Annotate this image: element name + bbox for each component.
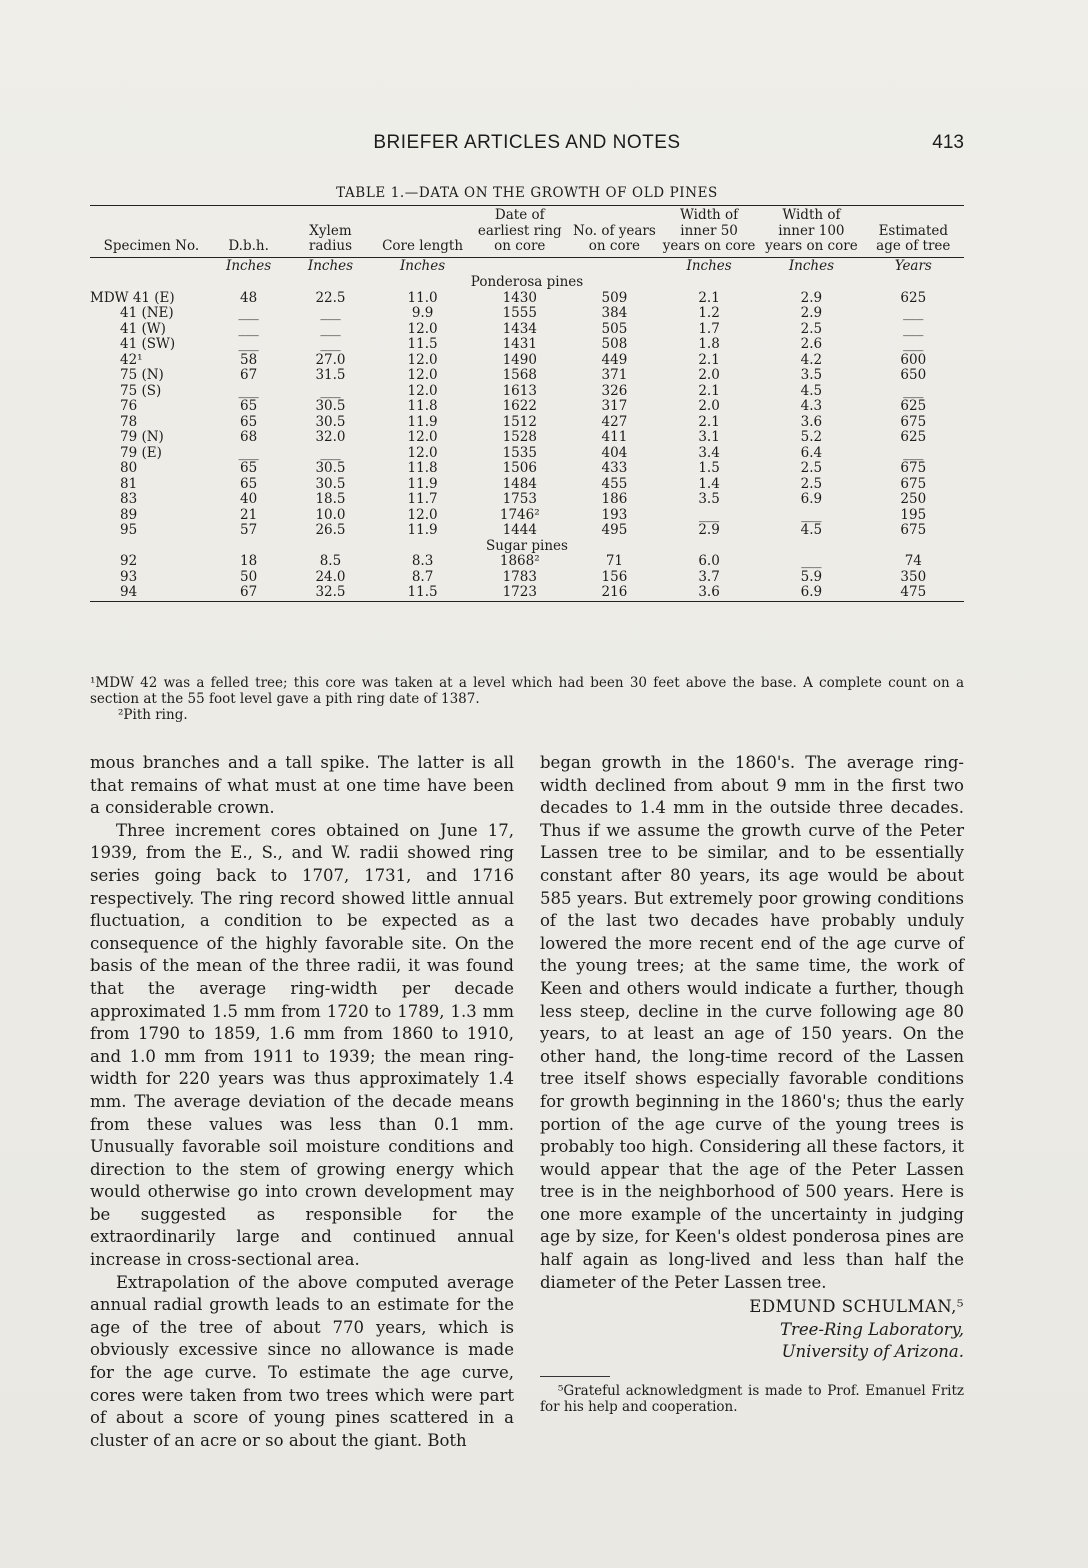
page-number: 413 (932, 132, 964, 153)
table-row (90, 415, 964, 431)
specimen-cell: 41 (SW) (120, 336, 176, 352)
table-cell: 1484 (502, 475, 537, 492)
table-cell: 2.1 (698, 382, 720, 399)
table-cell: 1490 (502, 351, 537, 368)
table-cell: 3.7 (698, 568, 720, 585)
table-cell: 449 (601, 351, 628, 368)
table-footnotes (90, 675, 964, 723)
table-cell: 411 (601, 429, 628, 445)
unit-cell: Inches (760, 257, 862, 275)
table-cell: ___ (320, 320, 341, 337)
table-cell: 433 (601, 460, 628, 476)
table-cell: 186 (601, 491, 628, 507)
table-row (90, 477, 964, 493)
table-cell: 2.9 (800, 305, 823, 321)
column-footnote: ⁵Grateful acknowledgment is made to Prof. Emanuel Fritz for his help and cooperation. (540, 1383, 964, 1416)
table-cell: 8.7 (411, 568, 434, 585)
table-cell: ___ (320, 305, 341, 321)
table-cell: 65 (240, 398, 258, 414)
table-cell: 2.5 (800, 475, 823, 492)
table-cell: 1535 (502, 444, 537, 461)
table-cell: 6.0 (698, 553, 720, 569)
table-cell: 3.5 (698, 491, 720, 507)
table-cell: 455 (601, 475, 628, 492)
specimen-cell: 75 (S) (120, 382, 162, 399)
unit-cell: Inches (284, 257, 376, 275)
table-cell: ___ (903, 444, 924, 461)
table-cell: 11.5 (407, 336, 438, 352)
table-cell: 11.0 (407, 289, 438, 306)
table-cell: 21 (240, 506, 258, 523)
paragraph: began growth in the 1860's. The average ring-width declined from about 9 mm in the first two decades to 1.4 mm in the outside three decades. Thus if we assume the growth curve of the Peter Lassen tree to be similar, and to be essentially constant after 80 years, its age would be about 585 years. But extremely poor growing conditions of the last two decades have probably unduly lowered the more recent end of the age curve of the young trees; at the same time, the work of Keen and others would indicate a further, though less steep, decline in the curve following age 80 years, to at least an age of 150 years. On the other hand, the long-time record of the Lassen tree itself shows especially favorable conditions for growth beginning in the 1860's; thus the early portion of the age curve of the young trees is probably too high. Considering all these factors, it would appear that the age of the Peter Lassen tree is in the neighborhood of 500 years. Here is one more example of the uncertainty in judging age by size, for Keen's oldest ponderosa pines are half again as long-lived and less than half the diameter of the Peter Lassen tree. (540, 753, 964, 1292)
table-cell: 5.9 (800, 568, 823, 585)
table-cell: 5.2 (800, 429, 823, 445)
table-cell: 1431 (502, 336, 537, 352)
table-cell: 2.1 (698, 351, 720, 368)
table-cell: 2.5 (800, 320, 823, 337)
table-cell: ___ (238, 382, 259, 399)
table-cell: 650 (900, 367, 927, 383)
unit-cell: Inches (213, 257, 285, 275)
table-cell: 1.4 (698, 475, 720, 492)
table-cell: 216 (571, 585, 658, 601)
table-cell: 1753 (502, 491, 537, 507)
group-label: Sugar pines (486, 537, 568, 554)
table-cell: 384 (601, 305, 628, 321)
specimen-cell: 95 (120, 522, 138, 538)
table-cell: ___ (238, 336, 259, 352)
table-cell: 18 (240, 553, 258, 569)
table-cell: 1568 (502, 367, 537, 383)
table-cell: 675 (900, 522, 927, 538)
table-cell: 675 (900, 413, 927, 430)
table-cell: 11.9 (407, 475, 438, 492)
specimen-cell: 92 (120, 553, 138, 569)
table-cell: 11.9 (407, 413, 438, 430)
table-cell: 195 (900, 506, 927, 523)
table-cell: 600 (900, 351, 927, 368)
specimen-cell: 79 (N) (120, 429, 164, 445)
col-header: Estimated age of tree (863, 206, 964, 258)
table-row (90, 399, 964, 415)
table-cell: 11.8 (407, 398, 438, 414)
table-cell: 12.0 (407, 320, 438, 337)
table-cell: 1613 (502, 382, 537, 399)
table-cell: 1.8 (698, 336, 720, 352)
table-cell: 65 (240, 460, 258, 476)
table-title: TABLE 1.—DATA ON THE GROWTH OF OLD PINES (336, 185, 718, 201)
table-cell: 50 (240, 568, 258, 585)
table-cell: 12.0 (407, 351, 438, 368)
unit-cell: Inches (377, 257, 469, 275)
specimen-cell: 78 (120, 413, 138, 430)
table-cell: 31.5 (315, 367, 346, 383)
table-cell: ___ (238, 444, 259, 461)
table-cell: 4.5 (800, 522, 823, 538)
table-cell: 1622 (502, 398, 537, 414)
group-row (90, 539, 964, 555)
table-cell: 1723 (469, 585, 571, 601)
table-cell: 1528 (502, 429, 537, 445)
table-cell: 193 (601, 506, 628, 523)
specimen-cell: 94 (90, 585, 213, 601)
table-cell: 427 (601, 413, 628, 430)
table-cell: ___ (238, 305, 259, 321)
unit-cell: Years (863, 257, 964, 275)
table-row (90, 322, 964, 338)
table-cell: 11.9 (407, 522, 438, 538)
table-cell: ___ (903, 336, 924, 352)
table-cell: 3.5 (800, 367, 823, 383)
table-cell: 625 (900, 429, 927, 445)
table-cell: 1.2 (698, 305, 720, 321)
table-cell: 30.5 (315, 475, 346, 492)
specimen-cell: 79 (E) (120, 444, 162, 461)
table-cell: 1868² (499, 553, 540, 569)
table-cell: ___ (238, 320, 259, 337)
table-cell: 505 (601, 320, 628, 337)
table-cell: 67 (240, 367, 258, 383)
table-cell: 2.9 (698, 522, 720, 538)
author-lab: Tree-Ring Laboratory, (780, 1319, 964, 1339)
table-cell: 12.0 (407, 506, 438, 523)
table-cell: 4.5 (800, 382, 823, 399)
table-cell: 11.7 (407, 491, 438, 507)
table-cell: 48 (240, 289, 258, 306)
left-column (90, 752, 514, 1452)
author-name: EDMUND SCHULMAN,⁵ (749, 1297, 964, 1317)
table-cell: 30.5 (315, 398, 346, 414)
table-cell: 1430 (502, 289, 537, 306)
table-row (90, 570, 964, 586)
table-cell: 68 (240, 429, 258, 445)
table-row (90, 353, 964, 369)
paragraph: mous branches and a tall spike. The latter is all that remains of what must at one time have been a considerable crown. (90, 753, 514, 818)
paragraph: Three increment cores obtained on June 17, 1939, from the E., S., and W. radii showed ring series going back to 1707, 1731, and 1716 respectively. The ring record showed little annual fluctuation, a condition to be expected as a consequence of the highly favorable site. On the basis of the mean of the three radii, it was found that the average ring-width per decade approximated 1.5 mm from 1720 to 1789, 1.3 mm from 1790 to 1859, 1.6 mm from 1860 to 1910, and 1.0 mm from 1911 to 1939; the mean ring-width for 220 years was thus approximately 1.4 mm. The average deviation of the decade means from these values was less than 0.1 mm. Unusually favorable soil moisture conditions and direction to the stem of growing energy which would otherwise go into crown development may be suggested as responsible for the extraordinarily large and continued annual increase in cross-sectional area. (90, 820, 514, 1270)
table-cell: ___ (320, 336, 341, 352)
col-header: Specimen No. (90, 206, 213, 258)
group-row (90, 275, 964, 291)
footnote-rule (540, 1376, 610, 1377)
table-footnote: ²Pith ring. (118, 707, 188, 723)
table-cell: 156 (601, 568, 628, 585)
table-cell: 58 (240, 351, 258, 368)
table-cell: 3.6 (800, 413, 823, 430)
table-cell: 1434 (502, 320, 537, 337)
table-row (90, 384, 964, 400)
table-cell: 12.0 (407, 382, 438, 399)
table-cell: 2.6 (800, 336, 823, 352)
table-cell: 26.5 (315, 522, 346, 538)
col-header: No. of years on core (571, 206, 658, 258)
units-row (90, 257, 964, 275)
table-cell: 30.5 (315, 460, 346, 476)
table-cell: 1746² (499, 506, 540, 523)
table-cell: 509 (601, 289, 628, 306)
table-cell: 508 (601, 336, 628, 352)
specimen-cell: 89 (120, 506, 138, 523)
col-header: Width of inner 50 years on core (658, 206, 760, 258)
table-row (90, 337, 964, 353)
table-cell: 475 (863, 585, 964, 601)
col-header: Date of earliest ring on core (469, 206, 571, 258)
table-cell: 9.9 (411, 305, 434, 321)
table-row (90, 446, 964, 462)
table-cell: 326 (601, 382, 628, 399)
table-cell: 1512 (502, 413, 537, 430)
table-cell: 3.1 (698, 429, 720, 445)
specimen-cell: 80 (120, 460, 138, 476)
table-row (90, 291, 964, 307)
table-cell: 4.2 (800, 351, 823, 368)
table-cell: 625 (900, 398, 927, 414)
table-row (90, 508, 964, 524)
table-cell: 1444 (502, 522, 537, 538)
table-cell: 6.4 (800, 444, 823, 461)
table-cell: ___ (801, 553, 822, 569)
table-cell: 371 (601, 367, 628, 383)
table-cell: 625 (900, 289, 927, 306)
table-cell: 8.5 (319, 553, 342, 569)
specimen-cell: 81 (120, 475, 138, 492)
table-cell: ___ (903, 320, 924, 337)
table-cell: 71 (605, 553, 624, 569)
table-body (90, 257, 964, 601)
table-cell: 250 (900, 491, 927, 507)
table-cell: 57 (240, 522, 258, 538)
specimen-cell: 41 (W) (120, 320, 166, 337)
table-cell: 4.3 (800, 398, 823, 414)
table-cell: 40 (240, 491, 258, 507)
table-cell: 22.5 (315, 289, 346, 306)
table-cell: 675 (900, 460, 927, 476)
table-cell: ___ (320, 444, 341, 461)
table-cell: 3.4 (698, 444, 720, 461)
author-university: University of Arizona. (781, 1342, 964, 1362)
table-cell: 10.0 (315, 506, 346, 523)
table-cell: 317 (601, 398, 628, 414)
table-cell: ___ (801, 506, 822, 523)
table-cell: 350 (900, 568, 927, 585)
col-header: Width of inner 100 years on core (760, 206, 862, 258)
table-cell: 65 (240, 475, 258, 492)
specimen-cell: 41 (NE) (120, 305, 174, 321)
specimen-cell: 83 (120, 491, 138, 507)
table-cell: 675 (900, 475, 927, 492)
table-row (90, 430, 964, 446)
signature-block (540, 1296, 964, 1364)
table-footnote: ¹MDW 42 was a felled tree; this core was taken at a level which had been 30 feet above the base. A complete count on a section at the 55 foot level gave a pith ring date of 1387. (90, 675, 964, 707)
unit-cell: Inches (658, 257, 760, 275)
table-cell: 8.3 (411, 553, 434, 569)
table-cell: 12.0 (407, 429, 438, 445)
unit-cell (469, 257, 571, 275)
table-cell: 2.1 (698, 413, 720, 430)
specimen-cell: 42¹ (120, 351, 143, 368)
table-cell: ___ (903, 382, 924, 399)
table-cell: 495 (601, 522, 628, 538)
table-cell: ___ (320, 382, 341, 399)
unit-cell (571, 257, 658, 275)
table-cell: 12.0 (407, 444, 438, 461)
table-row (90, 523, 964, 539)
group-label: Ponderosa pines (470, 274, 584, 290)
specimen-cell: 76 (120, 398, 138, 414)
table-cell: 32.0 (315, 429, 346, 445)
table-cell: 2.0 (698, 398, 720, 414)
table-row (90, 492, 964, 508)
table-row (90, 368, 964, 384)
col-header: D.b.h. (213, 206, 285, 258)
table-cell: 1555 (502, 305, 537, 321)
table-row (90, 554, 964, 570)
col-header: Xylem radius (284, 206, 376, 258)
table-cell: 404 (601, 444, 628, 461)
table-cell: 1.7 (698, 320, 720, 337)
col-header: Core length (377, 206, 469, 258)
table-cell: ___ (698, 506, 720, 523)
table-cell: 24.0 (315, 568, 346, 585)
table-cell: 1506 (502, 460, 537, 476)
table-cell: 1.5 (698, 460, 720, 476)
table-cell: 30.5 (315, 413, 346, 430)
specimen-cell: MDW 41 (E) (90, 289, 175, 306)
table-cell: 27.0 (315, 351, 346, 368)
paragraph: Extrapolation of the above computed average annual radial growth leads to an estimate for the age of the tree of about 770 years, which is obviously excessive since no allowance is made for the age curve. To estimate the age curve, cores were taken from two trees which were part of about a score of young pines scattered in a cluster of an acre or so about the giant. Both (90, 1272, 514, 1450)
table-cell: 11.8 (407, 460, 438, 476)
data-table (90, 205, 964, 602)
table-cell: 2.9 (800, 289, 823, 306)
right-column (540, 752, 964, 1415)
running-head: BRIEFER ARTICLES AND NOTES (373, 132, 681, 153)
table-cell: 2.1 (698, 289, 720, 306)
table-cell: 12.0 (407, 367, 438, 383)
table-cell: 1783 (502, 568, 537, 585)
table-cell: 6.9 (760, 585, 862, 601)
table-cell: 67 (213, 585, 285, 601)
table-cell: 11.5 (377, 585, 469, 601)
table-row (90, 585, 964, 601)
table-cell: 65 (240, 413, 258, 430)
table-cell: 3.6 (658, 585, 760, 601)
table-row (90, 461, 964, 477)
specimen-cell: 75 (N) (120, 367, 164, 383)
table-cell: 6.9 (800, 491, 823, 507)
table-cell: 18.5 (315, 491, 346, 507)
table-cell: ___ (903, 305, 924, 321)
table-cell: 2.0 (698, 367, 720, 383)
table-row (90, 306, 964, 322)
table-cell: 2.5 (800, 460, 823, 476)
page-header (90, 132, 964, 162)
specimen-cell: 93 (120, 568, 138, 585)
table-cell: 32.5 (284, 585, 376, 601)
unit-cell (90, 257, 213, 275)
table-cell: 74 (904, 553, 922, 569)
